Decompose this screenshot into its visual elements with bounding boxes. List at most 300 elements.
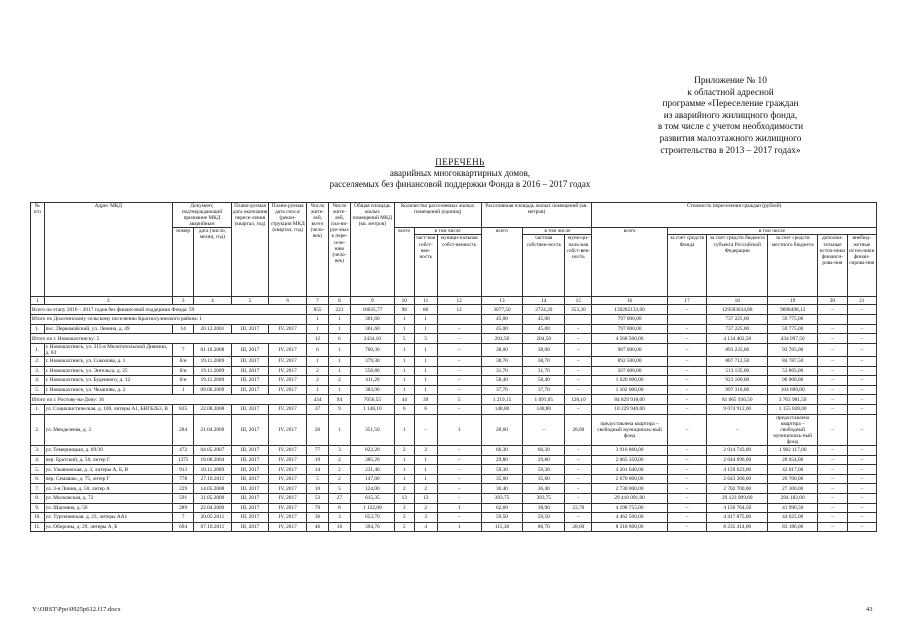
table-cell: 35,60 — [523, 474, 565, 484]
table-cell: – — [437, 385, 481, 395]
table-cell: 98 — [394, 305, 414, 315]
table-cell: 1 102 000,00 — [592, 385, 667, 395]
table-cell: 70 — [307, 503, 329, 513]
title-line: расселяемых без финансовой поддержки Фонда в 2016 – 2017 годах — [329, 179, 591, 189]
column-number: 5 — [231, 297, 269, 305]
table-row — [31, 474, 877, 484]
table-cell: 3 — [328, 446, 350, 456]
table-cell: 737 225,00 — [707, 315, 768, 325]
table-cell: IV, 2017 — [269, 376, 307, 386]
table-cell: – — [565, 465, 592, 475]
table-cell: 8. — [31, 494, 45, 504]
table-cell: 20 654,00 — [768, 455, 818, 465]
table-cell: 2 — [414, 484, 437, 494]
appendix-note — [608, 76, 853, 157]
table-cell: 66,30 — [481, 446, 523, 456]
table-row — [31, 343, 877, 356]
column-number: 13 — [481, 297, 523, 305]
table-cell: – — [437, 357, 481, 367]
table-cell: 58,40 — [523, 376, 565, 386]
table-cell: 1 — [414, 357, 437, 367]
column-number: 4 — [194, 297, 232, 305]
table-cell: 8 235 414,00 — [707, 522, 768, 532]
table-cell: – — [565, 405, 592, 415]
table-cell: 1 — [394, 465, 414, 475]
table-cell: 797 000,00 — [592, 324, 667, 334]
header-cell: Плани-руемая дата окончания пересе-ления (квартал, год) — [231, 203, 269, 297]
header-cell: дополни-тельные источ-ники финанси-рова-ния — [818, 235, 847, 297]
table-cell: ул. Московская, д. 72 — [44, 494, 173, 504]
header-row — [31, 203, 877, 228]
table-cell: 27 — [328, 494, 350, 504]
table-cell: 2 — [414, 446, 437, 456]
table-cell: 45,00 — [481, 315, 523, 325]
table-cell: – — [565, 513, 592, 523]
table-cell: 4 198 755,00 — [592, 503, 667, 513]
header-cell: внебюд-жетные источ-ники финан-сирова-ния — [847, 235, 876, 297]
table-cell: 987 000,00 — [592, 343, 667, 356]
table-cell: – — [565, 474, 592, 484]
table-cell: 29 418 091,00 — [592, 494, 667, 504]
table-cell: 10. — [31, 513, 45, 523]
table-cell: Всего по этапу 2016 – 2017 годов без финансовой поддержки Фонда: 59 — [31, 305, 307, 315]
table-cell: 394,70 — [350, 522, 394, 532]
table-cell: 7056,55 — [350, 395, 394, 405]
table-cell: 6 — [394, 405, 414, 415]
table-cell: 2. — [31, 414, 45, 445]
table-cell: пер. Братский, д. 56, литер Г — [44, 455, 173, 465]
table-cell: 5 — [437, 395, 481, 405]
table-cell — [818, 315, 847, 325]
table-cell: ул. Ульяновская, д. 3, литеры А, Б, В — [44, 465, 173, 475]
table-row — [31, 455, 877, 465]
table-cell: 3 — [328, 513, 350, 523]
table-cell: – — [667, 455, 707, 465]
table-cell: 2 643 300,00 — [707, 474, 768, 484]
table-cell: – — [818, 366, 847, 376]
table-cell: 94 — [328, 395, 350, 405]
table-cell: 1 — [394, 315, 414, 325]
table-cell: 694 — [173, 522, 194, 532]
table-cell: – — [667, 522, 707, 532]
table-cell: 44 — [394, 395, 414, 405]
table-cell: 558,80 — [350, 366, 394, 376]
table-cell: 2 — [307, 366, 329, 376]
table-cell: 2724,20 — [523, 305, 565, 315]
table-cell: 294 182,00 — [768, 494, 818, 504]
table-cell: 1 — [394, 324, 414, 334]
table-cell: 96 900,00 — [768, 376, 818, 386]
table-cell: 513 135,00 — [707, 366, 768, 376]
column-number: 19 — [768, 297, 818, 305]
table-cell: 1 — [394, 474, 414, 484]
header-cell: Общая площадь жилых помещений МКД (кв. метров) — [350, 203, 394, 297]
table-cell: – — [847, 395, 876, 405]
table-cell: – — [667, 446, 707, 456]
table-cell: IV, 2017 — [269, 343, 307, 356]
table-cell: 37 — [307, 405, 329, 415]
table-row — [31, 366, 877, 376]
table-cell: 361,60 — [350, 315, 394, 325]
table-cell: – — [437, 376, 481, 386]
table-row — [31, 376, 877, 386]
table-cell: – — [847, 405, 876, 415]
table-cell: 20.12.2001 — [194, 324, 232, 334]
table-cell: 1 — [394, 455, 414, 465]
column-number: 6 — [269, 297, 307, 305]
table-cell: – — [818, 465, 847, 475]
table-cell: 22.08.2008 — [194, 405, 232, 415]
table-cell: 84 829 918,00 — [592, 395, 667, 405]
table-cell: 10 — [307, 484, 329, 494]
table-cell: 58,40 — [481, 376, 523, 386]
table-cell: 4. — [31, 376, 45, 386]
table-cell: 1 — [437, 414, 481, 445]
table-cell: III, 2017 — [231, 385, 269, 395]
table-cell: – — [565, 385, 592, 395]
table-cell: – — [437, 513, 481, 523]
table-cell: 393,75 — [523, 494, 565, 504]
table-row — [31, 484, 877, 494]
table-cell: 1 122,00 — [350, 503, 394, 513]
table-cell: III, 2017 — [231, 446, 269, 456]
table-cell: – — [818, 324, 847, 334]
table-cell: 1 — [394, 357, 414, 367]
table-cell: ул. Темерницкая, д. 69/30 — [44, 446, 173, 456]
table-cell: – — [667, 385, 707, 395]
table-cell: IV, 2017 — [269, 357, 307, 367]
table-cell: 4 134 402,50 — [707, 334, 768, 344]
column-number: 17 — [667, 297, 707, 305]
table-cell: – — [667, 334, 707, 344]
table-cell: 892 500,00 — [592, 357, 667, 367]
table-cell: IV, 2017 — [269, 522, 307, 532]
table-cell: III, 2017 — [231, 484, 269, 494]
table-cell: г. Новошахтинск, ул. Буденного, д. 12 — [44, 376, 173, 386]
table-cell: 36 — [307, 513, 329, 523]
table-cell: 1 — [307, 315, 329, 325]
table-cell: III, 2017 — [231, 414, 269, 445]
table-cell: 93 765,00 — [768, 343, 818, 356]
table-cell: 2 — [328, 465, 350, 475]
table-cell: 393,75 — [481, 494, 523, 504]
table-row — [31, 324, 877, 334]
table-cell: 1. — [31, 343, 45, 356]
table-cell: 737 225,00 — [707, 324, 768, 334]
table-cell: 2 — [307, 376, 329, 386]
table-cell: IV, 2017 — [269, 405, 307, 415]
table-cell: 591 — [173, 494, 194, 504]
table-cell: 204,50 — [481, 334, 523, 344]
header-cell: в том числе — [667, 228, 876, 235]
header-cell: в том числе — [523, 228, 592, 235]
table-cell: 1 — [414, 465, 437, 475]
table-cell: IV, 2017 — [269, 494, 307, 504]
table-cell: 1 — [414, 376, 437, 386]
column-number-row — [31, 297, 877, 305]
table-cell: 4 568 500,00 — [592, 334, 667, 344]
table-cell: 14 — [307, 465, 329, 475]
table-cell: – — [818, 494, 847, 504]
summary-row — [31, 334, 877, 344]
table-cell: – — [847, 385, 876, 395]
table-body — [31, 305, 877, 532]
table-cell: – — [818, 376, 847, 386]
table-cell: 3. — [31, 446, 45, 456]
table-cell: 81 065 936,50 — [707, 395, 768, 405]
column-number: 14 — [523, 297, 565, 305]
table-cell: – — [667, 357, 707, 367]
table-cell: 9 074 912,00 — [707, 405, 768, 415]
table-row — [31, 414, 877, 445]
table-cell: 353,30 — [565, 305, 592, 315]
table-cell: предоставлена квартира – свободный муниципаль-ный фонд — [592, 414, 667, 445]
table-cell: – — [667, 376, 707, 386]
table-row — [31, 465, 877, 475]
table-cell: 1 — [414, 315, 437, 325]
table-cell: 66,30 — [523, 446, 565, 456]
table-cell: – — [847, 455, 876, 465]
table-cell: 567 000,00 — [592, 366, 667, 376]
table-cell: 4 — [414, 522, 437, 532]
table-cell: 2 — [394, 484, 414, 494]
table-cell: 807 712,50 — [707, 357, 768, 367]
column-number: 16 — [592, 297, 667, 305]
table-cell: 45,00 — [523, 315, 565, 325]
table-cell: – — [818, 446, 847, 456]
appendix-line: к областной адресной — [687, 87, 774, 98]
table-cell: 1 — [394, 376, 414, 386]
page-number: 43 — [866, 606, 873, 613]
table-cell: 1 — [307, 324, 329, 334]
table-cell: 59,50 — [523, 513, 565, 523]
table-cell: 01.10.2008 — [194, 343, 232, 356]
table-cell: 2 — [328, 376, 350, 386]
table-cell: 45,00 — [481, 324, 523, 334]
table-cell: 3 763 981,50 — [768, 395, 818, 405]
table-cell: 778 — [173, 474, 194, 484]
table-cell: 09.06.2009 — [194, 385, 232, 395]
table-cell: 1 — [307, 385, 329, 395]
header-cell: за счет средств местного бюджета — [768, 235, 818, 297]
document-title — [220, 157, 700, 190]
table-cell: – — [818, 414, 847, 445]
table-cell: – — [565, 494, 592, 504]
table-cell: – — [818, 395, 847, 405]
table-cell: III, 2017 — [231, 366, 269, 376]
table-cell: III, 2017 — [231, 494, 269, 504]
table-cell: б/н — [173, 376, 194, 386]
table-cell: – — [437, 484, 481, 494]
table-cell: 59 775,00 — [768, 315, 818, 325]
table-cell: 45,00 — [523, 324, 565, 334]
header-cell: дата (число, месяц, год) — [194, 228, 232, 297]
table-cell: 14.05.2008 — [194, 484, 232, 494]
table-cell: 1. — [31, 324, 45, 334]
table-cell: 5 — [394, 522, 414, 532]
table-cell: 04.05.2007 — [194, 446, 232, 456]
table-cell: 231,40 — [350, 465, 394, 475]
table-cell: – — [667, 494, 707, 504]
table-cell: 472 — [173, 446, 194, 456]
table-row — [31, 357, 877, 367]
table-cell: – — [847, 484, 876, 494]
table-cell: 11. — [31, 522, 45, 532]
table-cell: 31,70 — [481, 366, 523, 376]
table-cell: 19.11.2009 — [194, 376, 232, 386]
table-cell: 29,80 — [481, 455, 523, 465]
header-cell: Плани-руемая дата сноса/ (рекон-струкции МКД (квартал, год) — [269, 203, 307, 297]
table-cell: 26 700,00 — [768, 474, 818, 484]
table-cell: III, 2017 — [231, 324, 269, 334]
table-cell: 1 — [394, 414, 414, 445]
table-cell: 148,80 — [523, 405, 565, 415]
table-cell: – — [818, 522, 847, 532]
table-cell: 2 702 700,00 — [707, 484, 768, 494]
table-cell: 1 091,05 — [523, 395, 565, 405]
table-cell: 20.05.2011 — [194, 513, 232, 523]
table-cell: 1 902 117,00 — [768, 446, 818, 456]
table-cell: – — [818, 474, 847, 484]
table-cell — [565, 315, 592, 325]
table-row — [31, 405, 877, 415]
table-cell: – — [847, 366, 876, 376]
table-cell: – — [847, 334, 876, 344]
table-cell: 27.10.2011 — [194, 474, 232, 484]
appendix-line: Приложение № 10 — [694, 76, 767, 86]
table-cell — [437, 315, 481, 325]
table-cell: 9 — [328, 405, 350, 415]
table-cell: III, 2017 — [231, 522, 269, 532]
header-cell: всего — [592, 228, 667, 297]
table-cell: 855 — [307, 305, 329, 315]
table-cell: 2 — [414, 503, 437, 513]
table-cell: IV, 2017 — [269, 455, 307, 465]
appendix-line: программе «Переселение граждан — [662, 99, 799, 110]
table-cell: 124,00 — [350, 484, 394, 494]
table-cell: IV, 2017 — [269, 446, 307, 456]
header-cell: за счет средств Фонда — [667, 235, 707, 297]
column-number: 7 — [307, 297, 329, 305]
header-cell: част-ная собст-вен-ность — [414, 235, 437, 297]
summary-row — [31, 395, 877, 405]
table-cell: 44 625,00 — [768, 513, 818, 523]
table-cell: 27 300,00 — [768, 484, 818, 494]
table-cell: 1 — [437, 503, 481, 513]
table-cell: 1 020 000,00 — [592, 376, 667, 386]
table-cell: 385,20 — [350, 455, 394, 465]
table-cell: 9698498,12 — [768, 305, 818, 315]
table-cell: 434 097,50 — [768, 334, 818, 344]
table-cell: – — [847, 446, 876, 456]
table-cell: 115,30 — [481, 522, 523, 532]
table-cell: – — [847, 305, 876, 315]
table-row — [31, 522, 877, 532]
table-cell: 18035,77 — [350, 305, 394, 315]
table-cell: 29 123 909,00 — [707, 494, 768, 504]
table-cell: 2 670 000,00 — [592, 474, 667, 484]
table-cell: – — [847, 324, 876, 334]
header-cell: Документ, подтверждающий признание МКД аварийным — [173, 203, 232, 228]
table-cell: 128,10 — [565, 395, 592, 405]
table-cell: IV, 2017 — [269, 513, 307, 523]
table-cell: 31.05.2009 — [194, 494, 232, 504]
table-cell: IV, 2017 — [269, 474, 307, 484]
table-cell: III, 2017 — [231, 405, 269, 415]
table-cell: 379,30 — [350, 357, 394, 367]
table-cell: – — [565, 357, 592, 367]
table-cell: 3. — [31, 366, 45, 376]
table-cell: – — [667, 305, 707, 315]
table-cell: 1 155 028,00 — [768, 405, 818, 415]
table-cell: 6. — [31, 474, 45, 484]
column-number: 18 — [707, 297, 768, 305]
table-cell: 84 787,50 — [768, 357, 818, 367]
table-cell: 4 462 500,00 — [592, 513, 667, 523]
table-row — [31, 494, 877, 504]
table-cell: – — [437, 474, 481, 484]
table-cell: 797 000,00 — [592, 315, 667, 325]
table-cell: 35,60 — [481, 474, 523, 484]
table-cell: 3077,50 — [481, 305, 523, 315]
table-cell: 104 690,00 — [768, 385, 818, 395]
table-cell: 1. — [31, 405, 45, 415]
table-cell: 13 — [394, 494, 414, 504]
table-cell: 1 — [414, 366, 437, 376]
table-cell: IV, 2017 — [269, 484, 307, 494]
table-cell: III, 2017 — [231, 474, 269, 484]
table-cell: 19 — [307, 455, 329, 465]
table-cell: 923 100,00 — [707, 376, 768, 386]
table-cell: – — [707, 414, 768, 445]
column-number: 11 — [414, 297, 437, 305]
table-row — [31, 446, 877, 456]
table-cell: Итого по г. Ростову-на-Дону: 16 — [31, 395, 307, 405]
table-cell: – — [818, 385, 847, 395]
table-cell: – — [437, 455, 481, 465]
header-cell: № п/п — [31, 203, 45, 297]
table-cell: – — [667, 405, 707, 415]
table-cell: г. Новошахтинск, ул. Чехаппва, д. 2 — [44, 385, 173, 395]
table-cell: – — [847, 343, 876, 356]
table-cell: 53 865,00 — [768, 366, 818, 376]
table-cell: 2 065 350,00 — [592, 455, 667, 465]
table-cell: 36,40 — [523, 484, 565, 494]
table-cell: 19.11.2009 — [194, 357, 232, 367]
header-cell: номер — [173, 228, 194, 297]
table-cell: 36,40 — [481, 484, 523, 494]
table-cell: III, 2017 — [231, 376, 269, 386]
table-cell: 361,60 — [350, 324, 394, 334]
appendix-line: из аварийного жилищного фонда, — [663, 110, 798, 121]
table-cell: – — [523, 414, 565, 445]
table-cell: – — [847, 357, 876, 367]
table-cell: 3 — [414, 513, 437, 523]
table-cell: 2 — [394, 446, 414, 456]
table-cell: – — [437, 494, 481, 504]
table-cell: 835 — [173, 405, 194, 415]
table-cell: 2 — [328, 474, 350, 484]
table-cell: 7. — [31, 484, 45, 494]
table-cell: 38,70 — [481, 357, 523, 367]
table-cell: – — [667, 414, 707, 445]
table-cell: 28,60 — [565, 522, 592, 532]
table-cell: Итого по г. Новошахтинску: 5 — [31, 334, 307, 344]
table-cell: 1 — [414, 324, 437, 334]
table-cell: – — [818, 513, 847, 523]
table-cell: 1 — [414, 474, 437, 484]
table-cell: 1 — [328, 324, 350, 334]
